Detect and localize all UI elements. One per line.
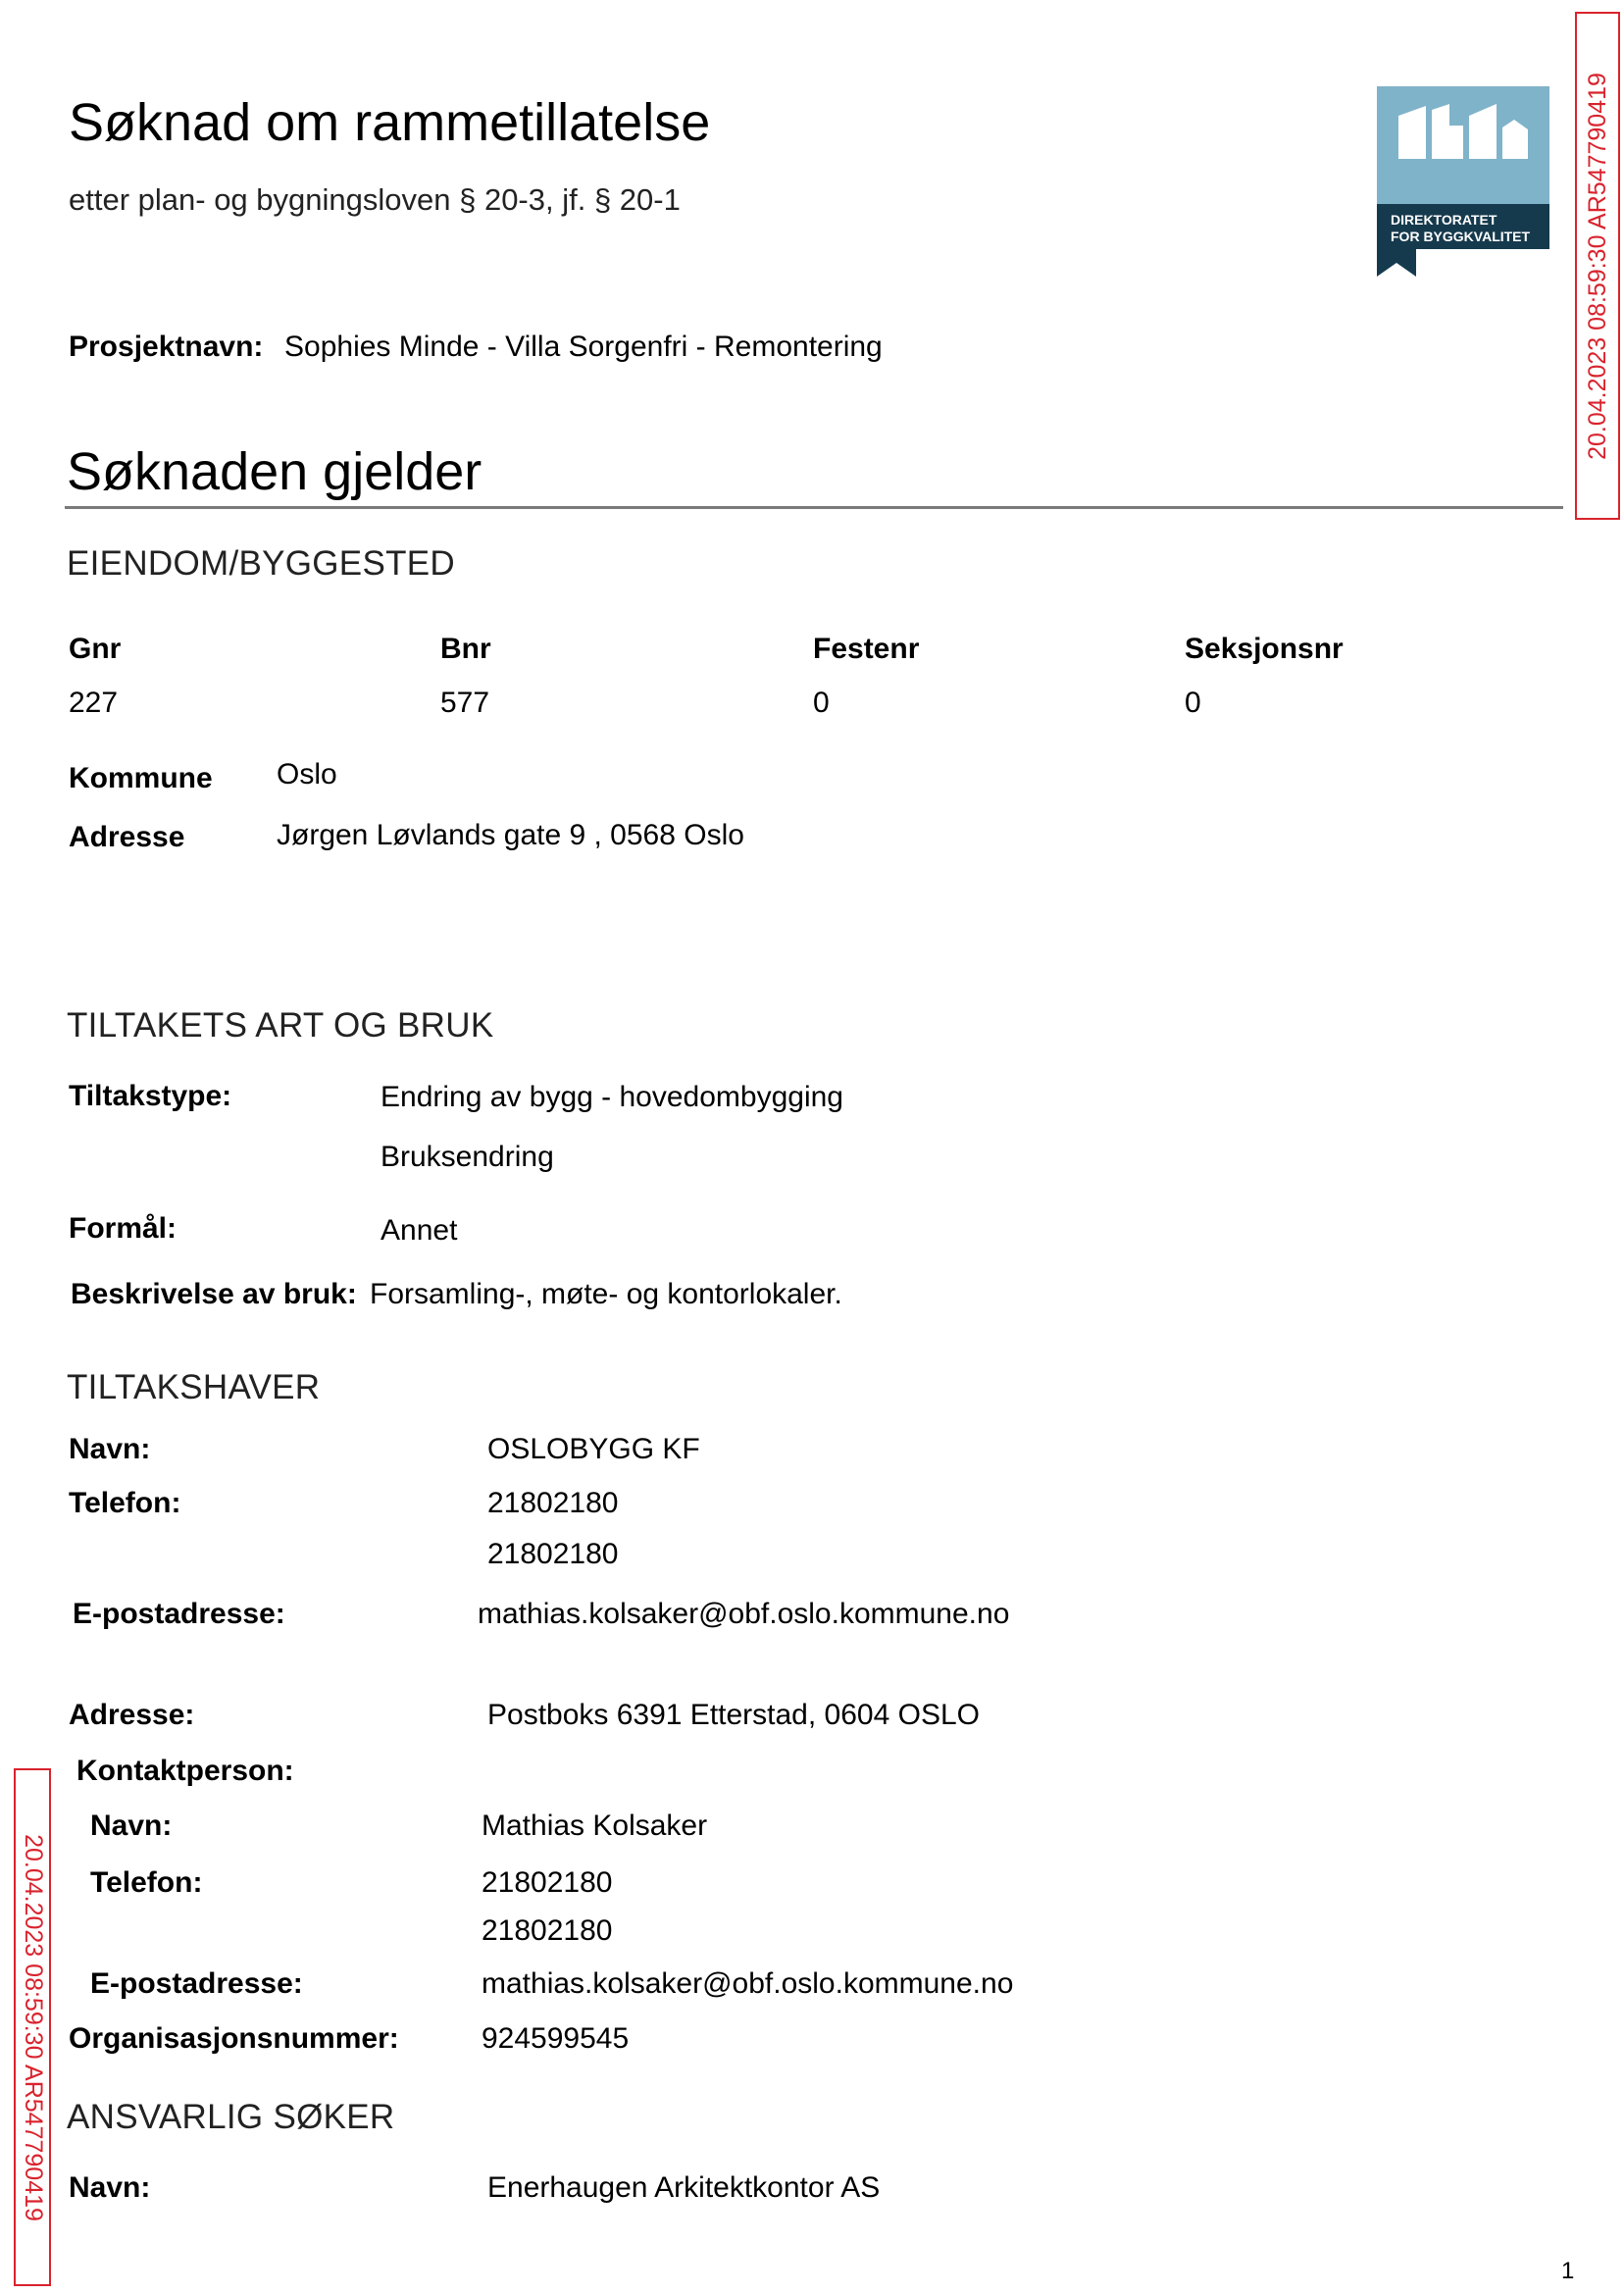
kommune-label: Kommune [69, 762, 213, 794]
project-value: Sophies Minde - Villa Sorgenfri - Remontering [284, 331, 883, 363]
ansvarlig-navn-label: Navn: [69, 2171, 151, 2204]
document-title: Søknad om rammetillatelse [69, 93, 711, 152]
stamp-text: 20.04.2023 08:59:30 AR547790419 [1583, 72, 1611, 460]
seksjonsnr-value: 0 [1185, 687, 1201, 719]
tiltakstype-value-2: Bruksendring [381, 1141, 554, 1173]
ansvarlig-navn-value: Enerhaugen Arkitektkontor AS [487, 2171, 881, 2204]
timestamp-stamp-left [14, 1768, 51, 2286]
timestamp-stamp-right [1575, 12, 1620, 520]
logo-text-line1: DIREKTORATET [1391, 212, 1497, 228]
ansvarlig-heading: ANSVARLIG SØKER [67, 2098, 395, 2136]
kontakt-telefon-value-1: 21802180 [482, 1866, 613, 1899]
orgnr-label: Organisasjonsnummer: [69, 2022, 399, 2055]
stamp-text: 20.04.2023 08:59:30 AR547790419 [19, 1833, 47, 2221]
page-number: 1 [1561, 2258, 1575, 2284]
section-divider [65, 506, 1563, 509]
kontakt-navn-label: Navn: [90, 1810, 173, 1842]
tiltakstype-label: Tiltakstype: [69, 1080, 232, 1112]
tiltakshaver-epost-label: E-postadresse: [73, 1598, 285, 1630]
kontakt-epost-label: E-postadresse: [90, 1967, 303, 2000]
logo-text-line2: FOR BYGGKVALITET [1391, 229, 1531, 244]
bnr-label: Bnr [440, 633, 491, 665]
kontakt-epost-value: mathias.kolsaker@obf.oslo.kommune.no [482, 1967, 1014, 2000]
tiltakshaver-heading: TILTAKSHAVER [67, 1368, 321, 1406]
kontaktperson-label: Kontaktperson: [76, 1755, 294, 1787]
tiltakshaver-navn-label: Navn: [69, 1433, 151, 1465]
formal-label: Formål: [69, 1212, 178, 1245]
kontakt-telefon-value-2: 21802180 [482, 1914, 613, 1947]
section-title: Søknaden gjelder [67, 442, 482, 501]
tiltakshaver-adresse-value: Postboks 6391 Etterstad, 0604 OSLO [487, 1699, 980, 1731]
festenr-value: 0 [813, 687, 830, 719]
gnr-label: Gnr [69, 633, 122, 665]
document-subtitle: etter plan- og bygningsloven § 20-3, jf. § 20-1 [69, 182, 681, 217]
tiltakshaver-telefon-value-1: 21802180 [487, 1487, 619, 1519]
formal-value: Annet [381, 1214, 458, 1247]
tiltakshaver-telefon-value-2: 21802180 [487, 1538, 619, 1570]
tiltakshaver-navn-value: OSLOBYGG KF [487, 1433, 700, 1465]
seksjonsnr-label: Seksjonsnr [1185, 633, 1344, 665]
tiltakshaver-adresse-label: Adresse: [69, 1699, 195, 1731]
adresse-label: Adresse [69, 821, 185, 853]
tiltakshaver-telefon-label: Telefon: [69, 1487, 181, 1519]
kontakt-navn-value: Mathias Kolsaker [482, 1810, 708, 1842]
eiendom-heading: EIENDOM/BYGGESTED [67, 544, 455, 583]
gnr-value: 227 [69, 687, 119, 719]
bnr-value: 577 [440, 687, 490, 719]
kontakt-telefon-label: Telefon: [90, 1866, 203, 1899]
tiltak-heading: TILTAKETS ART OG BRUK [67, 1006, 494, 1045]
bruk-value: Forsamling-, møte- og kontorlokaler. [370, 1278, 842, 1310]
tiltakshaver-epost-value: mathias.kolsaker@obf.oslo.kommune.no [478, 1598, 1010, 1630]
bruk-label: Beskrivelse av bruk: [71, 1278, 357, 1310]
dibk-logo-graphic [1377, 86, 1549, 277]
kommune-value: Oslo [277, 758, 337, 790]
project-label: Prosjektnavn: [69, 331, 264, 363]
tiltakstype-value-1: Endring av bygg - hovedombygging [381, 1081, 843, 1113]
dibk-logo [1377, 86, 1549, 277]
orgnr-value: 924599545 [482, 2022, 630, 2055]
adresse-value: Jørgen Løvlands gate 9 , 0568 Oslo [277, 819, 744, 851]
festenr-label: Festenr [813, 633, 920, 665]
